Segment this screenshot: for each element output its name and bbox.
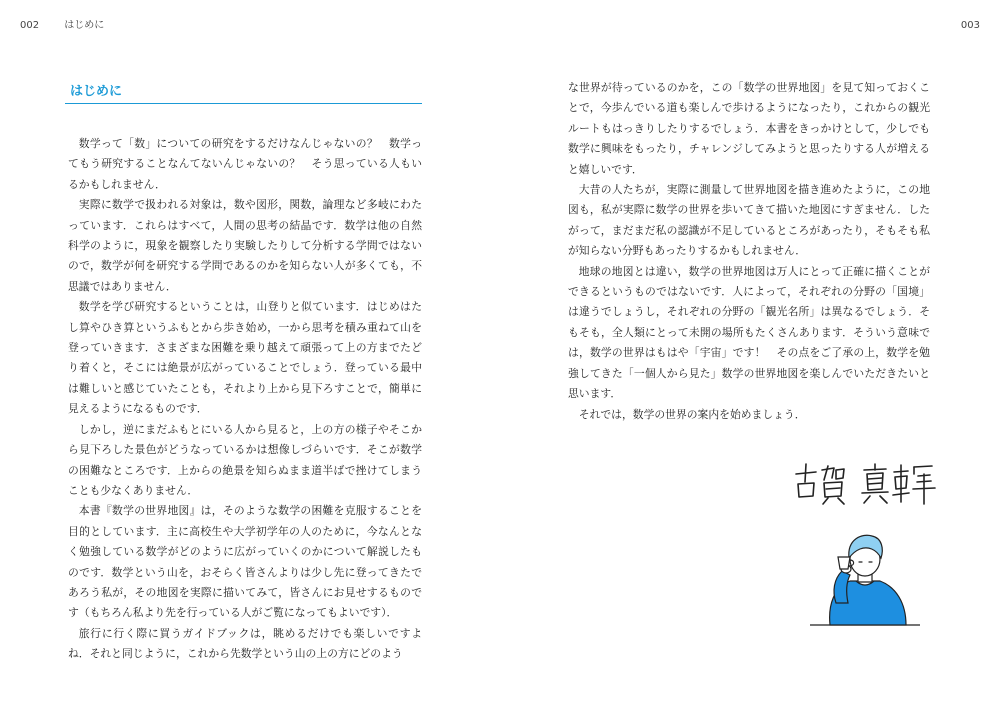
left-text-column — [68, 134, 422, 665]
paragraph: 地球の地図とは違い，数学の世界地図は万人にとって正確に描くことができるというものではないです．人によって，それぞれの分野の「国境」は違うでしょうし，それぞれの分野の「観光名所」は異なるでしょう．そもそも，全人類にとって未開の場所もたくさんあります．そういう意味では，数学の世界はもはや「宇宙」です！ その点をご了承の上，数学を勉強してきた「一個人から見た」数学の世界地図を楽しんでいただきたいと思います． — [568, 264, 930, 401]
left-page-number: 002 — [20, 20, 40, 31]
paragraph: 旅行に行く際に買うガイドブックは，眺めるだけでも楽しいですよね．それと同じように，これから先数学という山の上の方にどのよう — [68, 626, 422, 661]
left-section-title: はじめに — [64, 20, 105, 31]
left-page-header — [20, 16, 104, 31]
right-page-number: 003 — [960, 20, 980, 31]
author-illustration — [810, 525, 920, 635]
paragraph: 本書『数学の世界地図』は，そのような数学の困難を克服することを目的としています．主に高校生や大学初学年の人のために，今なんとなく勉強している数学がどのように広がっていくのかについて解説したものです．数学という山を，おそらく皆さんよりは少し先に登ってきたであろう私が，その地図を実際に描いてみて，皆さんにお見せするものです（もちろん私より先を行っている人がご覧になってもよいです）． — [68, 504, 422, 620]
paragraph: 数学って「数」についての研究をするだけなんじゃないの？ 数学ってもう研究することなんてないんじゃないの？ そう思っている人もいるかもしれません． — [68, 137, 422, 191]
chapter-heading: はじめに — [70, 84, 123, 99]
handwritten-signature — [790, 462, 940, 506]
paragraph: それでは，数学の世界の案内を始めましょう． — [578, 407, 806, 421]
paragraph: 数学を学び研究するということは，山登りと似ています．はじめはたし算やひき算というふもとから歩き始め，一から思考を積み重ねて山を登っていきます．さまざまな困難を乗り越えて頑張って上の方までたどり着くと，そこには絶景が広がっていることでしょう．登っている最中は難しいと感じていたことも，それより上から見下ろすことで，簡単に見えるようになるものです． — [68, 300, 422, 416]
heading-rule — [65, 103, 422, 104]
paragraph: 大昔の人たちが，実際に測量して世界地図を描き進めたように，この地図も，私が実際に数学の世界を歩いてきて描いた地図にすぎません．したがって，まだまだ私の認識が不足しているところがあったり，そもそも私が知らない分野もあったりするかもしれません． — [568, 183, 930, 258]
paragraph: な世界が待っているのかを，この「数学の世界地図」を見て知っておくことで，今歩んでいる道も楽しんで歩けるようになったり，これからの観光ルートもはっきりしたりするでしょう．本書をきっかけとして，少しでも数学に興味をもったり，チャレンジしてみようと思ったりする人が増えると嬉しいです． — [568, 81, 930, 176]
paragraph: 実際に数学で扱われる対象は，数や図形，関数，論理など多岐にわたっています．これらはすべて，人間の思考の結晶です．数学は他の自然科学のように，現象を観察したり実験したりして分析する学問ではないので，数学が何を研究する学問であるのかを知らない人が多くても，不思議ではありません． — [68, 198, 422, 293]
paragraph: しかし，逆にまだふもとにいる人から見ると，上の方の様子やそこから見下ろした景色がどうなっているかは想像しづらいです．そこが数学の困難なところです．上からの絶景を知らぬまま道半ばで挫けてしまうことも少なくありません． — [68, 422, 422, 497]
right-text-column — [568, 78, 930, 425]
